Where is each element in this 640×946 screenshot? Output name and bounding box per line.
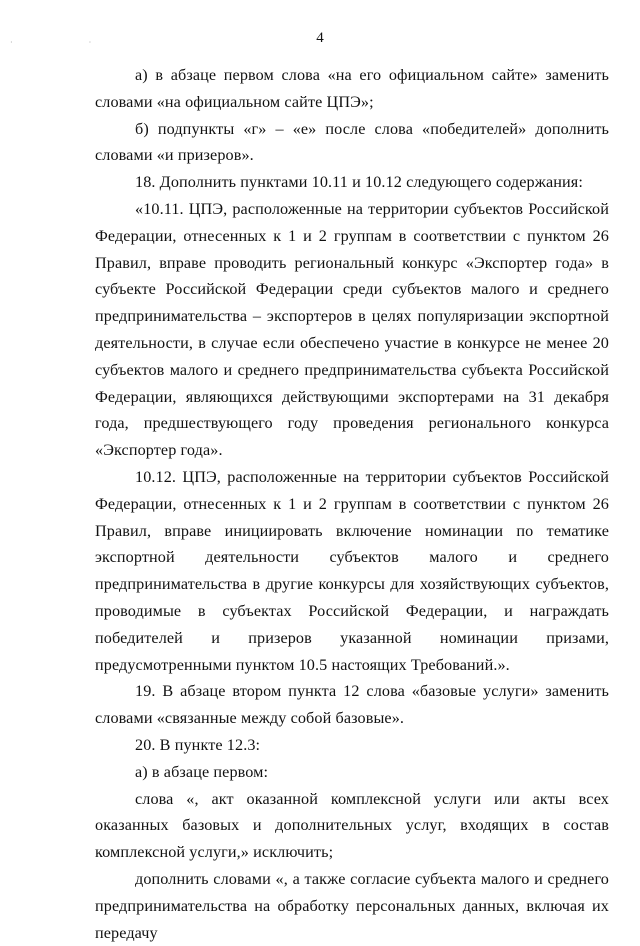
paragraph-10-12: 10.12. ЦПЭ, расположенные на территории субъектов Российской Федерации, отнесенных к 1 и 2 группам в соответствии с пунктом 26 Правил, вправе инициировать включение номинации по тематике экспортной деятельности субъектов малого и среднего предпринимательства в другие конкурсы для хозяйствующих субъектов, проводимые в субъектах Российской Федерации, и награждать победителей и призеров указанной номинации призами, предусмотренными пунктом 10.5 настоящих Требований.». xyxy=(95,467,609,674)
paragraph-20-heading: 20. В пункте 12.3: xyxy=(135,735,261,754)
scan-marks: · · xyxy=(10,38,92,47)
paragraph-add-consent: дополнить словами «, а также согласие субъекта малого и среднего предпринимательства на обработку персональных данных, включая их передачу xyxy=(95,869,609,942)
paragraph-words-exclude: слова «, акт оказанной комплексной услуги или акты всех оказанных базовых и дополнительных услуг, входящих в состав комплексной услуги,» исключить; xyxy=(95,789,609,862)
paragraph-18-heading: 18. Дополнить пунктами 10.11 и 10.12 следующего содержания: xyxy=(135,173,583,192)
document-body xyxy=(95,62,609,946)
paragraph-b-add-prizewinners: б) подпункты «г» – «е» после слова «победителей» дополнить словами «и призеров». xyxy=(95,119,609,165)
page-number: 4 xyxy=(316,30,324,46)
paragraph-a-replace-site: а) в абзаце первом слова «на его официальном сайте» заменить словами «на официальном сайте ЦПЭ»; xyxy=(95,66,609,111)
paragraph-19: 19. В абзаце втором пункта 12 слова «базовые услуги» заменить словами «связанные между собой базовые». xyxy=(95,682,609,728)
paragraph-20-a: а) в абзаце первом: xyxy=(135,762,269,781)
paragraph-10-11: «10.11. ЦПЭ, расположенные на территории субъектов Российской Федерации, отнесенных к 1 и 2 группам в соответствии с пунктом 26 Правил, вправе проводить региональный конкурс «Экспортер года» в субъекте Российской Федерации среди субъектов малого и среднего предпринимательства – экспортеров в целях популяризации экспортной деятельности, в случае если обеспечено участие в конкурсе не менее 20 субъектов малого и среднего предпринимательства субъекта Российской Федерации, являющихся действующими экспортерами на 31 декабря года, предшествующего году проведения регионального конкурса «Экспортер года». xyxy=(95,199,609,460)
